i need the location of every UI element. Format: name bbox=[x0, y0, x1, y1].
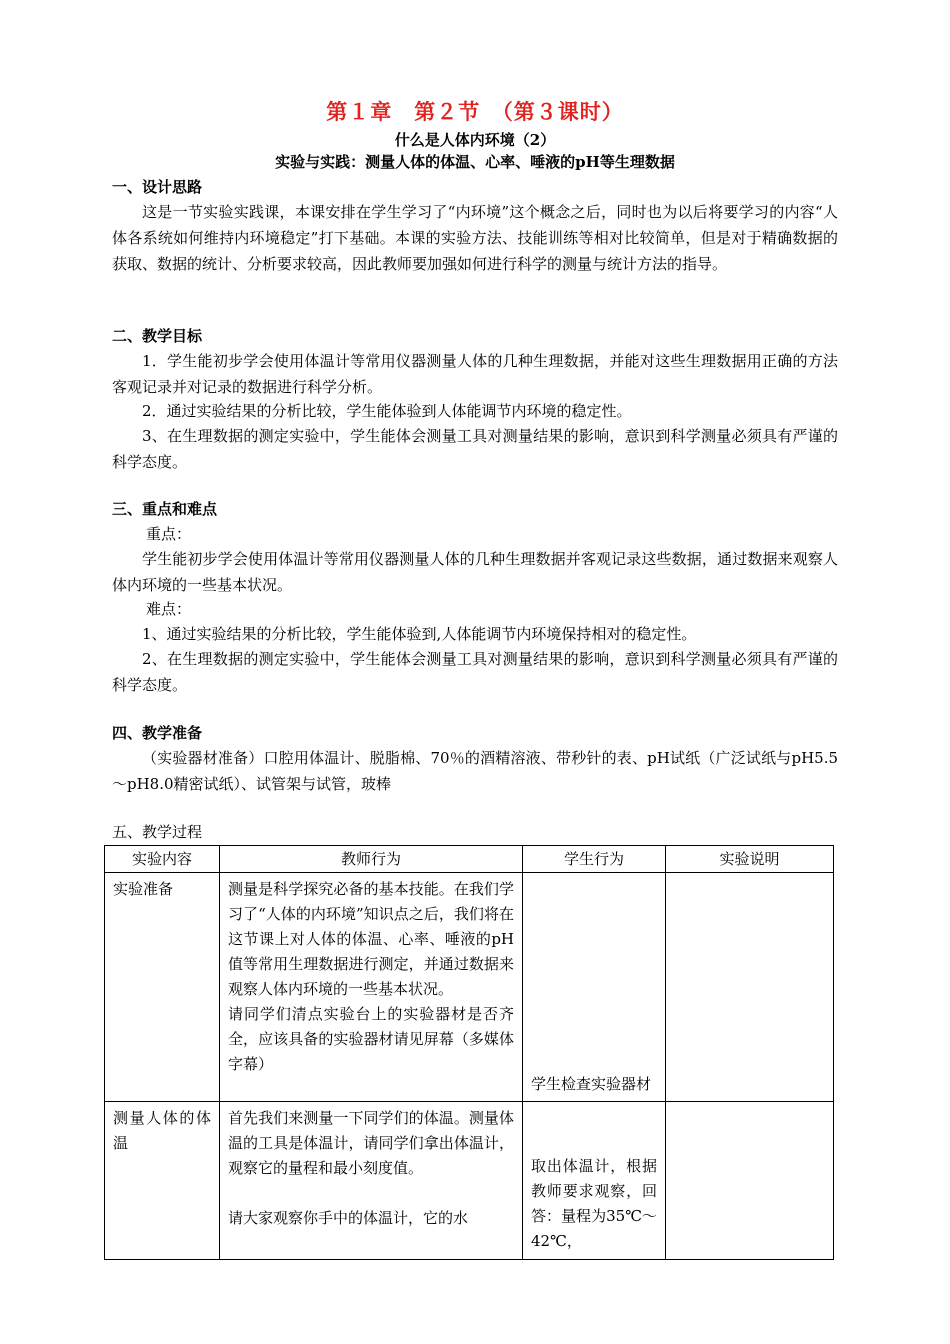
row-note-cell bbox=[666, 1102, 834, 1260]
row-student-cell: 取出体温计，根据教师要求观察，回答：量程为35℃～42℃， bbox=[523, 1102, 666, 1260]
section-heading-design: 一、设计思路 bbox=[112, 178, 203, 196]
objective-item-2: 2．通过实验结果的分析比较，学生能体验到人体能调节内环境的稳定性。 bbox=[142, 402, 632, 420]
key-label: 重点： bbox=[146, 525, 192, 543]
objective-item-3: 3、在生理数据的测定实验中，学生能体会测量工具对测量结果的影响，意识到科学测量必须具有严谨的科学态度。 bbox=[112, 427, 838, 471]
teacher-text: 首先我们来测量一下同学们的体温。测量体温的工具是体温计，请同学们拿出体温计，观察它的量程和最小刻度值。 bbox=[228, 1109, 514, 1177]
preparation-paragraph: （实验器材准备）口腔用体温计、脱脂棉、70％的酒精溶液、带秒针的表、pH试纸（广泛试纸与pH5.5～pH8.0精密试纸）、试管架与试管，玻棒 bbox=[112, 749, 838, 793]
row-content-cell: 实验准备 bbox=[105, 873, 220, 1102]
row-student-cell: 学生检查实验器材 bbox=[523, 873, 666, 1102]
row-teacher-cell bbox=[220, 1102, 523, 1260]
section-heading-preparation: 四、教学准备 bbox=[112, 724, 203, 742]
key-paragraph: 学生能初步学会使用体温计等常用仪器测量人体的几种生理数据并客观记录这些数据，通过数据来观察人体内环境的一些基本状况。 bbox=[112, 550, 838, 594]
column-header-note: 实验说明 bbox=[666, 846, 834, 873]
teacher-text: 测量是科学探究必备的基本技能。在我们学习了“人体的内环境”知识点之后，我们将在这节课上对人体的体温、心率、唾液的pH值等常用生理数据进行测定，并通过数据来观察人体内环境的一些基本状况。 bbox=[228, 880, 514, 998]
column-header-content: 实验内容 bbox=[105, 846, 220, 873]
design-paragraph: 这是一节实验实践课，本课安排在学生学习了“内环境”这个概念之后，同时也为以后将要学习的内容“人体各系统如何维持内环境稳定”打下基础。本课的实验方法、技能训练等相对比较简单，但是对于精确数据的获取、数据的统计、分析要求较高，因此教师要加强如何进行科学的测量与统计方法的指导。 bbox=[112, 203, 838, 273]
table-row bbox=[105, 1102, 834, 1260]
table-row bbox=[105, 873, 834, 1102]
table-header-row bbox=[105, 846, 834, 873]
process-table bbox=[104, 845, 834, 1260]
column-header-student: 学生行为 bbox=[523, 846, 666, 873]
teacher-text-2: 请同学们清点实验台上的实验器材是否齐全，应该具备的实验器材请见屏幕（多媒体字幕） bbox=[228, 1005, 514, 1073]
row-content-cell: 测量人体的体温 bbox=[105, 1102, 220, 1260]
section-heading-process: 五、教学过程 bbox=[112, 823, 203, 841]
teacher-text-2: 请大家观察你手中的体温计，它的水 bbox=[228, 1209, 469, 1227]
spacer bbox=[228, 1181, 514, 1206]
lesson-subtitle: 什么是人体内环境（2） bbox=[394, 131, 556, 149]
chapter-title: 第１章 第２节 （第３课时） bbox=[326, 99, 624, 124]
row-note-cell bbox=[666, 873, 834, 1102]
lesson-topic: 实验与实践：测量人体的体温、心率、唾液的pH等生理数据 bbox=[275, 153, 675, 171]
objective-item-1: 1．学生能初步学会使用体温计等常用仪器测量人体的几种生理数据，并能对这些生理数据用正确的方法客观记录并对记录的数据进行科学分析。 bbox=[112, 352, 838, 396]
column-header-teacher: 教师行为 bbox=[220, 846, 523, 873]
section-heading-keypoints: 三、重点和难点 bbox=[112, 500, 218, 518]
section-heading-objectives: 二、教学目标 bbox=[112, 327, 203, 345]
difficulty-item-1: 1、通过实验结果的分析比较，学生能体验到,人体能调节内环境保持相对的稳定性。 bbox=[142, 625, 697, 643]
difficulty-label: 难点： bbox=[146, 600, 192, 618]
row-teacher-cell bbox=[220, 873, 523, 1102]
difficulty-item-2: 2、在生理数据的测定实验中，学生能体会测量工具对测量结果的影响，意识到科学测量必须具有严谨的科学态度。 bbox=[112, 650, 838, 694]
